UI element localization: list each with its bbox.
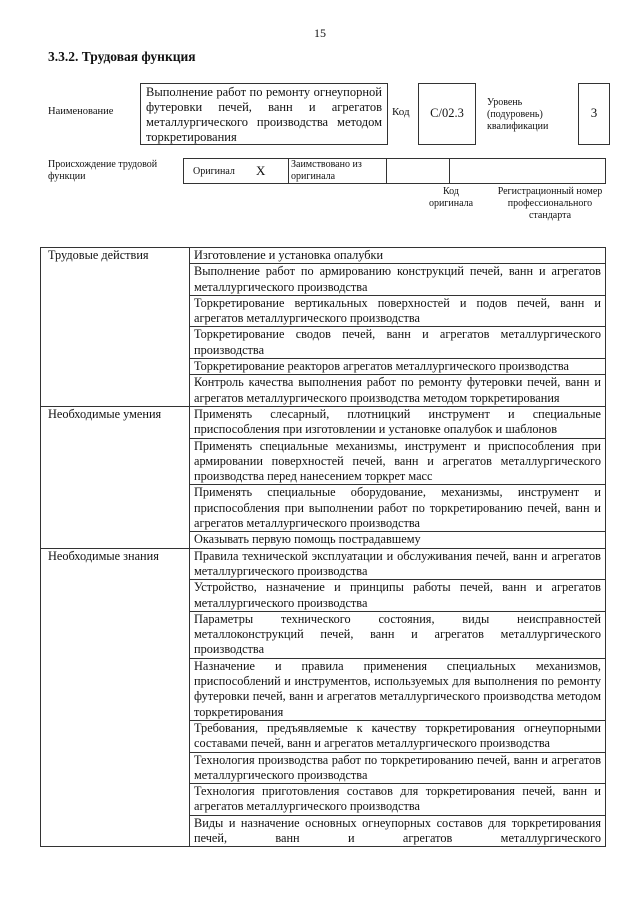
list-item: Торкретирование реакторов агрегатов металлургического производства [190,359,606,375]
list-item: Применять специальные оборудование, механизмы, инструмент и приспособления при выполнении работ по торкретированию печей, ванн и агрегатов металлургического производства [190,485,606,532]
list-item: Правила технической эксплуатации и обслуживания печей, ванн и агрегатов металлургического производства [190,548,606,580]
list-item: Устройство, назначение и принципы работы печей, ванн и агрегатов металлургического производства [190,580,606,612]
list-item: Выполнение работ по армированию конструкций печей, ванн и агрегатов металлургического производства [190,264,606,296]
function-name: Выполнение работ по ремонту огнеупорной футеровки печей, ванн и агрегатов металлургического производства методом торкретирования [140,83,388,145]
list-item: Применять специальные механизмы, инструмент и приспособления при армировании поверхностей печей, ванн и агрегатов металлургического производства перед нанесением торкрет масс [190,438,606,485]
table-row [41,248,606,264]
code-label: Код [392,106,410,118]
list-item: Виды и назначение основных огнеупорных составов для торкретирования печей, ванн и агрегатов металлургического [190,815,606,847]
list-item: Требования, предъявляемые к качеству торкретирования огнеупорными составами печей, ванн и агрегатов металлургического производства [190,720,606,752]
section-title: 3.3.2. Трудовая функция [48,49,196,64]
function-table [40,247,606,847]
table-row [41,548,606,580]
original-label: Оригинал [193,166,235,177]
reg-caption: Регистрационный номер профессионального стандарта [497,186,603,221]
list-item: Технология приготовления составов для торкретирования печей, ванн и агрегатов металлургического производства [190,784,606,816]
section-label: Необходимые знания [41,548,190,847]
origin-label: Происхождение трудовой функции [48,159,158,182]
origin-table [183,158,606,184]
borrowed-label: Заимствовано из оригинала [291,159,362,182]
list-item: Параметры технического состояния, виды неисправностей металлоконструкций печей, ванн и агрегатов металлургического производства [190,611,606,658]
code-caption: Код оригинала [428,186,474,209]
list-item: Изготовление и установка опалубки [190,248,606,264]
section-label: Трудовые действия [41,248,190,407]
original-code-cell [386,159,450,183]
list-item: Торкретирование сводов печей, ванн и агрегатов металлургического производства [190,327,606,359]
table-row [41,406,606,438]
list-item: Технология производства работ по торкретированию печей, ванн и агрегатов металлургического производства [190,752,606,784]
list-item: Контроль качества выполнения работ по ремонту футеровки печей, ванн и агрегатов металлургического производства методом торкретирования [190,375,606,407]
list-item: Назначение и правила применения специальных механизмов, приспособлений и инструментов, используемых для выполнения по ремонту футеровки печей, ванн и агрегатов металлургического производства методом торкретирования [190,658,606,720]
level-value: 3 [578,83,610,145]
section-label: Необходимые умения [41,406,190,548]
list-item: Торкретирование вертикальных поверхностей и подов печей, ванн и агрегатов металлургического производства [190,295,606,327]
code-value: C/02.3 [418,83,476,145]
level-label: Уровень (подуровень) квалификации [487,97,549,132]
original-mark: X [256,163,266,178]
origin-original-cell [184,159,289,183]
page-number: 15 [314,26,326,40]
name-label: Наименование [48,106,114,117]
list-item: Оказывать первую помощь пострадавшему [190,532,606,548]
list-item: Применять слесарный, плотницкий инструмент и специальные приспособления при изготовлении и установке опалубок и шаблонов [190,406,606,438]
